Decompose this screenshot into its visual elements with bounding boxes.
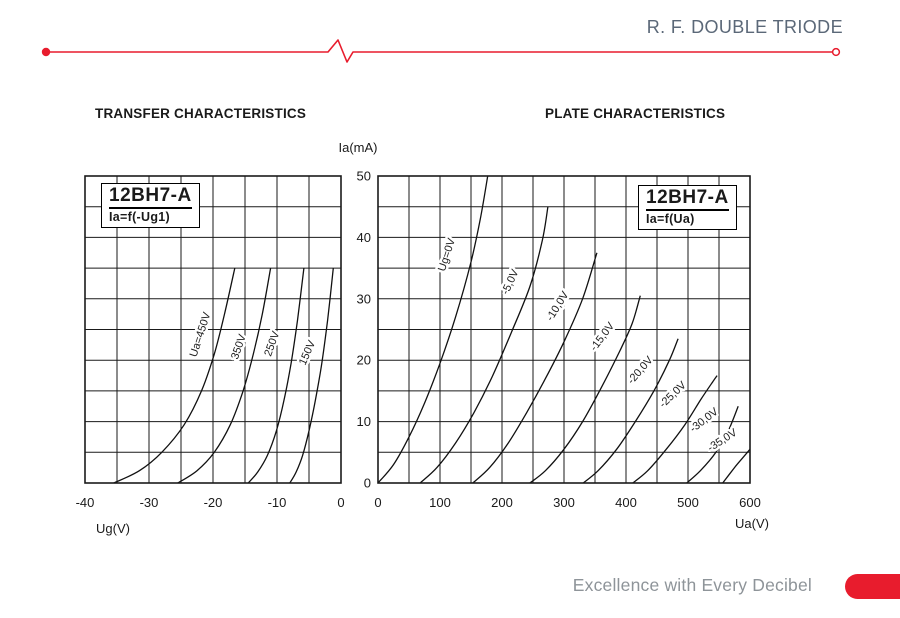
x-tick-label: 300 [553,495,575,510]
left-chart-model-box [101,183,200,228]
x-tick-label: -20 [203,495,223,510]
left-function-label: Ia=f(-Ug1) [109,209,170,224]
plate-characteristics-title: PLATE CHARACTERISTICS [545,106,726,121]
right-chart-model-box [638,185,737,230]
curve-label: 350V [229,332,249,362]
x-tick-label: 400 [615,495,637,510]
y-tick-label: 30 [356,291,371,307]
curve-label: 150V [296,338,319,368]
y-axis-unit-label: Ia(mA) [338,140,378,155]
y-tick-label: 10 [356,414,371,430]
characteristic-curve [530,296,640,483]
characteristic-curve [248,268,304,483]
curves-group [114,268,333,483]
x-tick-label: 200 [491,495,513,510]
characteristic-curve [723,449,750,483]
characteristic-curve [114,268,235,483]
curve-label: -5,0V [499,267,522,297]
x-tick-label: 600 [739,495,761,510]
y-tick-label: 20 [356,352,371,368]
x-tick-label: -10 [267,495,287,510]
x-tick-label: -40 [75,495,95,510]
footer-red-pill [845,574,900,599]
right-x-axis-unit-label: Ua(V) [735,516,769,531]
left-x-axis-unit-label: Ug(V) [96,521,130,536]
curve-label: -15,0V [587,320,618,354]
y-tick-label: 50 [356,168,371,184]
left-model-number: 12BH7-A [109,186,192,209]
transfer-characteristics-title: TRANSFER CHARACTERISTICS [95,106,307,121]
characteristic-curve [290,268,334,483]
curve-label: -25,0V [657,379,689,411]
x-tick-label: 500 [677,495,699,510]
x-tick-label: -30 [139,495,159,510]
characteristic-curve [178,268,271,483]
x-tick-label: 0 [374,495,382,510]
curve-label: Ug=0V [436,236,458,273]
footer-tagline: Excellence with Every Decibel [572,575,812,595]
y-tick-label: 0 [363,475,371,491]
curve-label: -35,0V [705,426,740,455]
curve-label: -10,0V [544,289,572,324]
characteristic-curve [420,207,548,483]
characteristic-curve [473,253,597,483]
right-function-label: Ia=f(Ua) [646,211,695,226]
page-title: R. F. DOUBLE TRIODE [646,17,843,37]
x-tick-label: 100 [429,495,451,510]
curve-label: Ua=450V [187,310,214,359]
right-model-number: 12BH7-A [646,188,729,211]
curve-label: -30,0V [687,405,721,436]
curve-label: 250V [262,329,283,359]
y-tick-label: 40 [356,229,371,245]
curve-label: -20,0V [625,354,656,387]
x-tick-label: 0 [337,495,345,510]
